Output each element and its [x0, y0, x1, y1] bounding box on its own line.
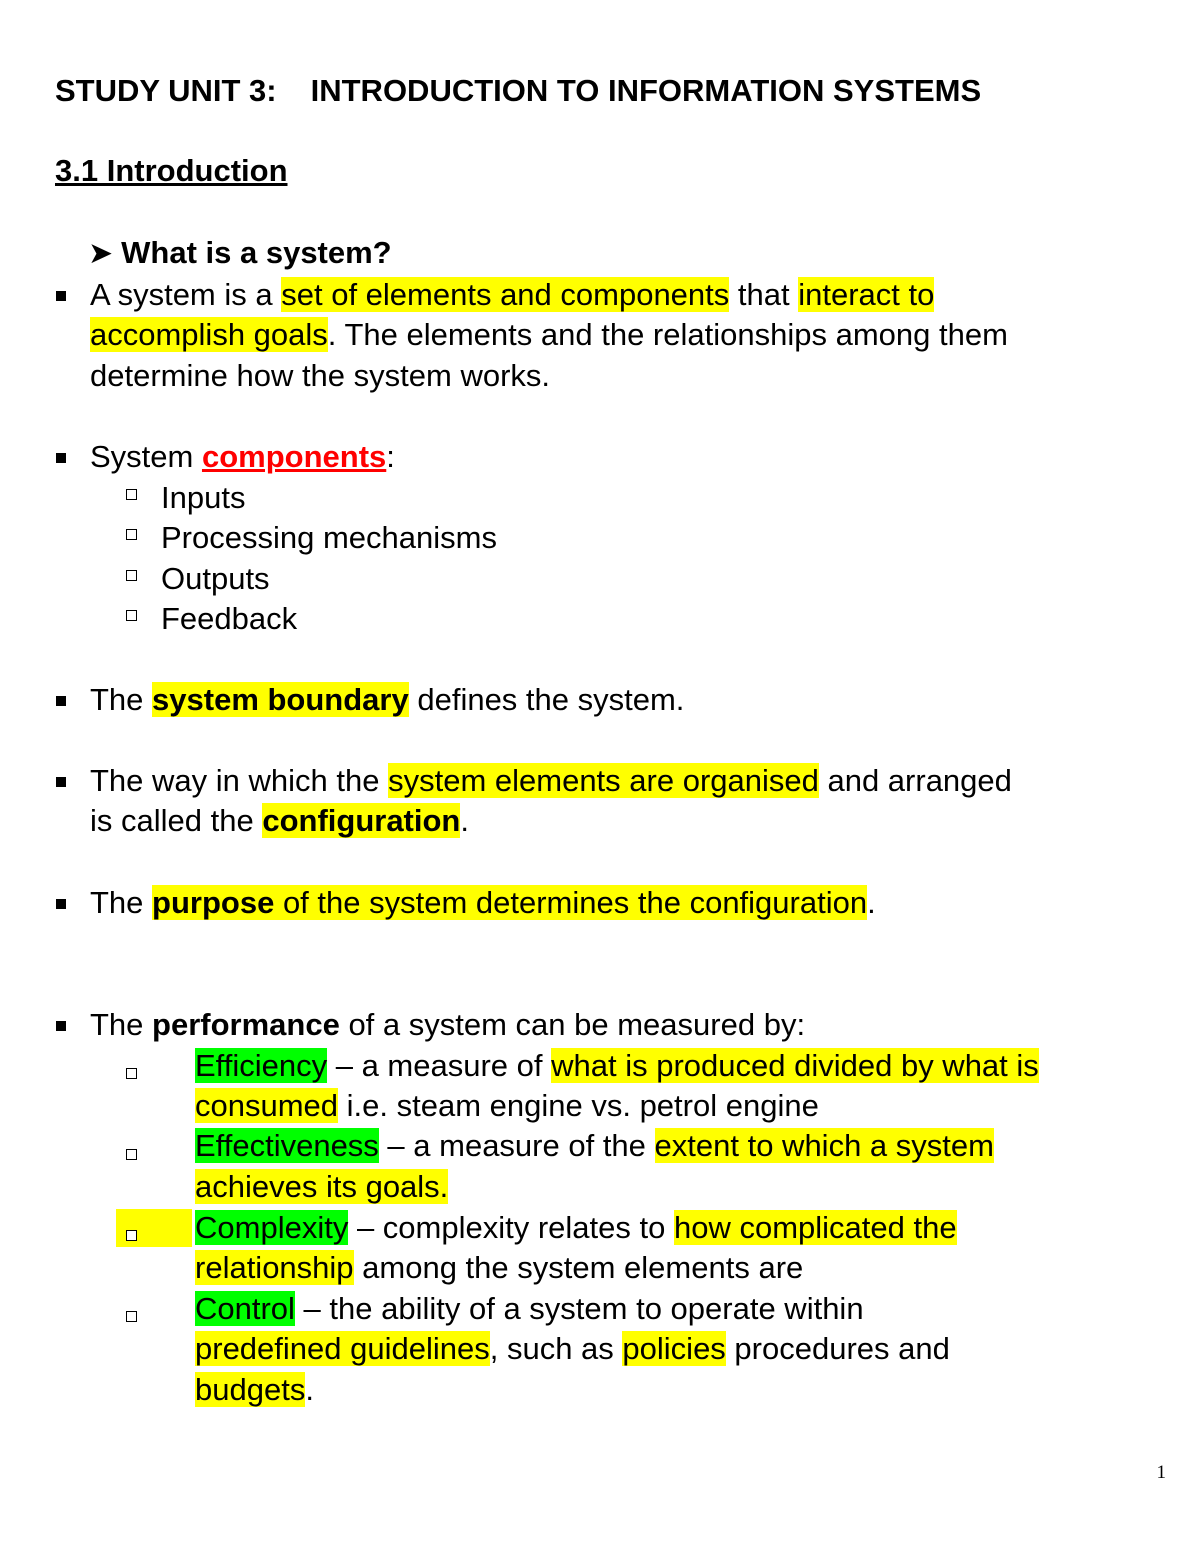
arrow-bullet-icon: ➤ — [88, 237, 114, 270]
component-item: Processing mechanisms — [161, 520, 497, 555]
term-highlight: Complexity — [195, 1210, 349, 1245]
title-unit: STUDY UNIT 3: — [55, 73, 277, 108]
definition-line-1: A system is a set of elements and components that interact to — [90, 277, 935, 312]
highlight: relationship — [195, 1250, 354, 1285]
highlight: consumed — [195, 1088, 339, 1123]
checkbox-bullet-icon — [126, 1068, 137, 1079]
highlight: set of elements and components — [281, 277, 730, 312]
highlight: system boundary — [152, 682, 409, 717]
square-bullet-icon — [56, 696, 66, 706]
section-heading: 3.1 Introduction — [55, 153, 288, 188]
highlight: what is produced divided by what is — [551, 1048, 1039, 1083]
highlight: how complicated the — [673, 1210, 957, 1245]
complexity-line-2: relationship among the system elements are — [195, 1250, 804, 1285]
checkbox-bullet-icon — [126, 1149, 137, 1160]
bullet-highlight — [116, 1209, 192, 1247]
checkbox-bullet-icon — [126, 489, 137, 500]
efficiency-line-2: consumed i.e. steam engine vs. petrol engine — [195, 1088, 819, 1123]
checkbox-bullet-icon — [126, 570, 137, 581]
checkbox-bullet-icon — [126, 1311, 137, 1322]
highlight: purpose — [152, 885, 275, 920]
square-bullet-icon — [56, 453, 66, 463]
complexity-line-1: Complexity – complexity relates to how complicated the — [195, 1210, 957, 1245]
boundary-line: The system boundary defines the system. — [90, 682, 685, 717]
term-highlight: Effectiveness — [195, 1128, 379, 1163]
control-line-2: predefined guidelines, such as policies procedures and — [195, 1331, 950, 1366]
efficiency-line-1: Efficiency – a measure of what is produced divided by what is — [195, 1048, 1039, 1083]
square-bullet-icon — [56, 291, 66, 301]
term-highlight: Efficiency — [195, 1048, 328, 1083]
question-heading — [88, 233, 392, 274]
components-keyword: components — [201, 439, 387, 474]
highlight: policies — [622, 1331, 726, 1366]
configuration-line-2: is called the configuration. — [90, 803, 469, 838]
title-topic: INTRODUCTION TO INFORMATION SYSTEMS — [310, 73, 982, 108]
highlight: of the system determines the configuration — [274, 885, 868, 920]
page-title — [55, 71, 981, 111]
square-bullet-icon — [56, 899, 66, 909]
highlight: configuration — [262, 803, 461, 838]
highlight: system elements are organised — [388, 763, 819, 798]
checkbox-bullet-icon — [126, 1230, 137, 1241]
highlight: predefined guidelines — [195, 1331, 490, 1366]
control-line-3: budgets. — [195, 1372, 314, 1407]
definition-line-3: determine how the system works. — [90, 358, 551, 393]
highlight: budgets — [195, 1372, 306, 1407]
component-item: Feedback — [161, 601, 298, 636]
components-heading: System components: — [90, 439, 395, 474]
effectiveness-line-2 — [195, 1167, 448, 1207]
control-line-1: Control – the ability of a system to operate within — [195, 1291, 864, 1326]
highlight: extent to which a system — [654, 1128, 994, 1163]
highlight: accomplish goals — [90, 317, 328, 352]
checkbox-bullet-icon — [126, 529, 137, 540]
square-bullet-icon — [56, 777, 66, 787]
effectiveness-line-1: Effectiveness – a measure of the extent to which a system — [195, 1128, 994, 1163]
highlight: achieves its goals. — [195, 1169, 449, 1204]
definition-line-2: accomplish goals. The elements and the relationships among them — [90, 317, 1008, 352]
component-item: Inputs — [161, 480, 246, 515]
question-text: What is a system? — [121, 235, 392, 270]
term-highlight: Control — [195, 1291, 295, 1326]
component-item: Outputs — [161, 561, 270, 596]
performance-heading: The performance of a system can be measured by: — [90, 1007, 806, 1042]
checkbox-bullet-icon — [126, 610, 137, 621]
highlight: interact to — [798, 277, 935, 312]
purpose-line: The purpose of the system determines the configuration. — [90, 885, 876, 920]
page-number: 1 — [1156, 1462, 1166, 1483]
configuration-line-1: The way in which the system elements are organised and arranged — [90, 763, 1012, 798]
square-bullet-icon — [56, 1021, 66, 1031]
